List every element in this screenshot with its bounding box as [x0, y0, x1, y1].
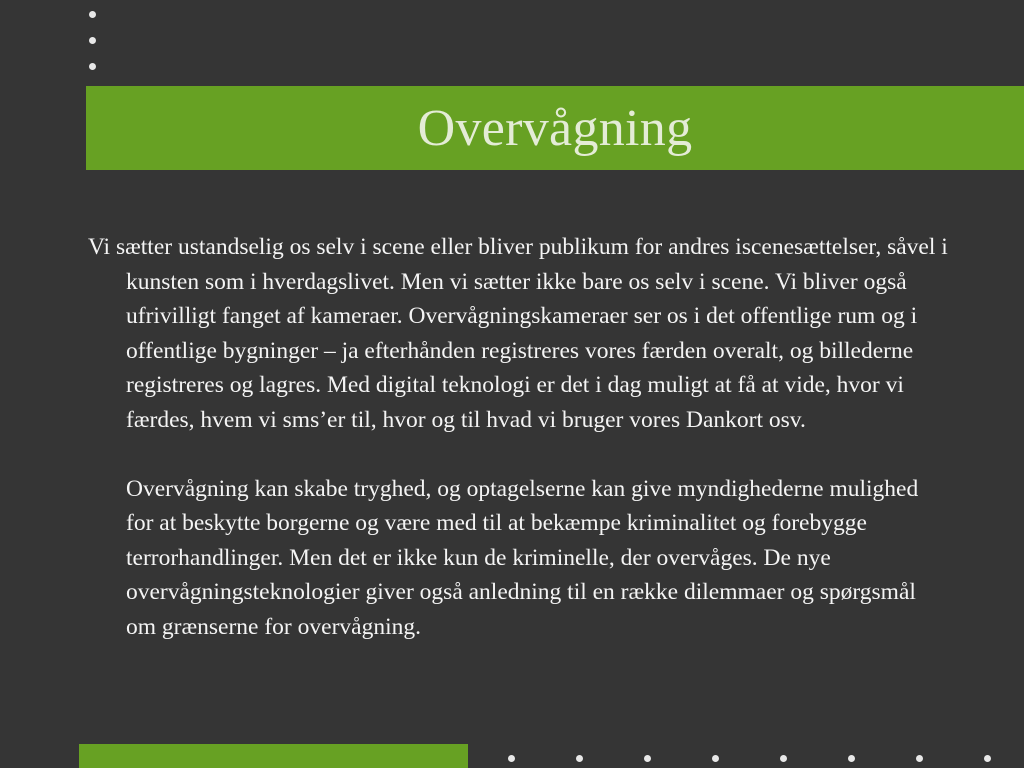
dot: [508, 755, 515, 762]
dot: [89, 37, 96, 44]
dot: [576, 755, 583, 762]
dot: [644, 755, 651, 762]
bottom-accent-bar: [79, 744, 468, 768]
decorative-dots-bottom: [508, 755, 991, 762]
body-paragraph-1: Vi sætter ustandselig os selv i scene eller bliver publikum for andres iscenesættelser, såvel i kunsten som i hverdagslivet. Men vi sætter ikke bare os selv i scene. Vi bliver også ufrivilligt fanget af kameraer. Overvågningskameraer ser os i det offentlige rum og i offentlige bygninger – ja efterhånden registreres vores færden overalt, og billederne registreres og lagres. Med digital teknologi er det i dag muligt at få at vide, hvor vi færdes, hvem vi sms’er til, hvor og til hvad vi bruger vores Dankort osv.: [88, 234, 948, 433]
slide-title: Overvågning: [417, 99, 693, 157]
dot: [780, 755, 787, 762]
body-paragraph-2: Overvågning kan skabe tryghed, og optagelserne kan give myndighederne mulighed for at beskytte borgerne og være med til at bekæmpe kriminalitet og forebygge terrorhandlinger. Men det er ikke kun de kriminelle, der overvåges. De nye overvågningsteknologier giver også anledning til en række dilemmaer og spørgsmål om grænserne for overvågning.: [126, 475, 919, 640]
dot: [89, 63, 96, 70]
decorative-dots-left: [89, 11, 99, 89]
dot: [89, 11, 96, 18]
dot: [984, 755, 991, 762]
dot: [916, 755, 923, 762]
dot: [712, 755, 719, 762]
title-bar: [86, 86, 1024, 170]
dot: [848, 755, 855, 762]
slide-body: [88, 230, 948, 644]
